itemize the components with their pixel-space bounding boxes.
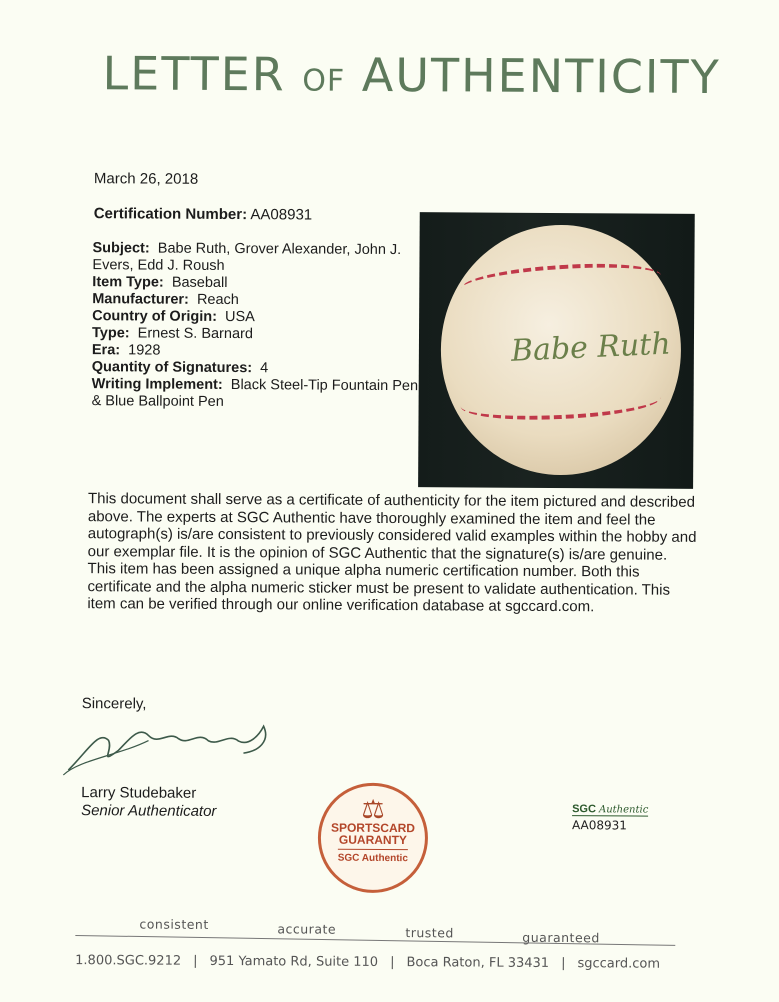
item-details <box>92 240 423 412</box>
tagline-trusted: trusted <box>405 925 454 941</box>
field-label: Writing Implement: <box>91 376 223 393</box>
footer-sep: | <box>390 955 395 971</box>
field-manufacturer <box>92 291 422 310</box>
tagline-guaranteed: guaranteed <box>522 929 600 946</box>
seal-line3: SGC Authentic <box>337 852 408 865</box>
field-label: Quantity of Signatures: <box>91 359 253 377</box>
cert-sticker <box>572 803 648 832</box>
footer-sep: | <box>561 956 566 972</box>
field-label: Subject: <box>92 240 150 257</box>
field-value: Babe Ruth, Grover Alexander, John J. Evers, Edd J. Roush <box>92 240 402 274</box>
seal-divider <box>338 849 408 850</box>
handwritten-signature-icon <box>58 710 278 781</box>
title-authenticity: AUTHENTICITY <box>361 47 721 105</box>
field-type <box>92 325 422 344</box>
certification-value: AA08931 <box>250 206 313 224</box>
sticker-brand-text: SGC <box>572 803 596 816</box>
scales-icon: ⚖ <box>361 793 385 824</box>
letter-body: This document shall serve as a certificate of authenticity for the item pictured and described above. The experts at SGC Authentic have thoroughly examined the item and feel the autograph(s) is/are consistent to previously considered valid examples within the hobby and our exemplar file. It is the opinion of SGC Authentic that the signature(s) is/are genuine. This item has been assigned a unique alpha numeric certification number. Both this certificate and the alpha numeric sticker must be present to validate authentication. This item can be verified through our online verification database at sgccard.com. <box>87 490 697 616</box>
sgc-seal <box>318 783 429 894</box>
footer-phone: 1.800.SGC.9212 <box>75 953 182 969</box>
field-quantity <box>92 359 422 378</box>
seam-bottom <box>460 380 661 423</box>
footer <box>75 953 685 972</box>
seam-top <box>460 259 662 306</box>
baseball-image <box>440 224 682 475</box>
footer-city: Boca Raton, FL 33431 <box>406 955 550 971</box>
signer-title: Senior Authenticator <box>81 802 217 820</box>
field-value: Black Steel-Tip Fountain Pen & Blue Ballpoint Pen <box>91 377 419 410</box>
seal-line2: GUARANTY <box>338 832 407 848</box>
field-label: Type: <box>91 325 130 342</box>
page-title <box>102 46 722 104</box>
certification-number <box>94 205 313 223</box>
item-photo <box>418 212 695 489</box>
seal-line1: SPORTSCARD <box>330 820 416 836</box>
field-value: Baseball <box>171 274 228 292</box>
footer-sep: | <box>193 953 198 969</box>
field-value: USA <box>224 308 255 326</box>
field-value: 1928 <box>128 342 161 359</box>
sticker-number: AA08931 <box>571 818 627 833</box>
tagline-accurate: accurate <box>277 921 337 937</box>
sticker-brand <box>572 803 648 816</box>
footer-address: 951 Yamato Rd, Suite 110 <box>209 953 379 970</box>
field-value: Ernest S. Barnard <box>137 325 253 343</box>
signer <box>81 784 217 821</box>
field-label: Country of Origin: <box>92 308 218 325</box>
field-label: Era: <box>91 342 121 359</box>
field-value: Reach <box>196 291 239 309</box>
field-label: Item Type: <box>92 274 164 291</box>
field-item-type <box>92 274 422 293</box>
field-label: Manufacturer: <box>92 291 189 308</box>
field-era <box>92 342 422 361</box>
title-letter: LETTER <box>102 46 286 102</box>
letter-date: March 26, 2018 <box>93 170 199 188</box>
certification-label: Certification Number: <box>93 205 248 224</box>
closing: Sincerely, <box>81 695 147 713</box>
field-value: 4 <box>260 360 269 377</box>
sticker-brand-script: Authentic <box>598 804 649 816</box>
footer-website[interactable]: sgccard.com <box>577 956 661 972</box>
signer-name: Larry Studebaker <box>81 784 197 802</box>
title-of: OF <box>302 63 346 99</box>
field-subject <box>92 240 422 276</box>
tagline-consistent: consistent <box>139 916 209 932</box>
field-country <box>92 308 422 327</box>
ball-signature: Babe Ruth <box>510 326 672 369</box>
field-writing-implement <box>92 376 422 412</box>
